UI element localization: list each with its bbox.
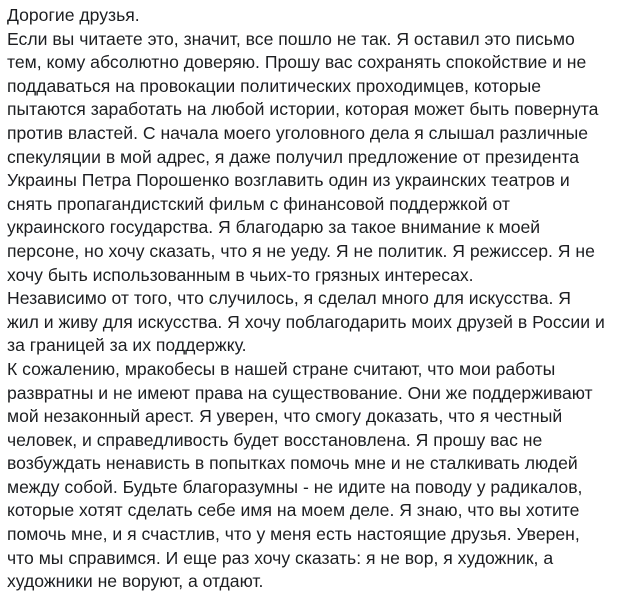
post-line: между собой. Будьте благоразумны - не идите на поводу у радикалов, [7, 476, 583, 497]
post-line: возбуждать ненависть в попытках помочь мне и не сталкивать людей [7, 453, 578, 474]
post-line: Если вы читаете это, значит, все пошло не так. Я оставил это письмо [7, 28, 575, 49]
post-line: Независимо от того, что случилось, я сделал много для искусства. Я [7, 288, 571, 309]
post-line: Украины Петра Порошенко возглавить один из украинских театров и [7, 170, 570, 191]
post-line: персоне, но хочу сказать, что я не уеду. Я не политик. Я режиссер. Я не [7, 240, 595, 261]
post-line: Дорогие друзья. [7, 5, 140, 25]
post-line: хочу быть использованным в чьих-то грязных интересах. [7, 264, 474, 285]
post-line: тем, кому абсолютно доверяю. Прошу вас сохранять спокойствие и не [7, 52, 587, 73]
post-line: украинского государства. Я благодарю за такое внимание к моей [7, 217, 541, 238]
post-text [7, 4, 613, 594]
post-line: против властей. С начала моего уголовного дела я слышал различные [7, 122, 589, 143]
post-line: за границей за их поддержку. [7, 335, 247, 356]
post-line: пытаются заработать на любой истории, которая может быть повернута [7, 99, 599, 120]
post-line: человек, и справедливость будет восстановлена. Я прошу вас не [7, 429, 543, 450]
post-line: художники не воруют, а отдают. [7, 571, 264, 592]
post-line: снять пропагандистский фильм с финансовой поддержкой от [7, 193, 510, 214]
post-line: К сожалению, мракобесы в нашей стране считают, что мои работы [7, 358, 556, 379]
post-line: мой незаконный арест. Я уверен, что смогу доказать, что я честный [7, 406, 563, 427]
post-line: поддаваться на провокации политических проходимцев, которые [7, 75, 542, 96]
post-line: спекуляции в мой адрес, я даже получил предложение от президента [7, 146, 580, 167]
post-line: помочь мне, и я счастлив, что у меня есть настоящие друзья. Уверен, [7, 524, 580, 545]
post-line: развратны и не имеют права на существование. Они же поддерживают [7, 382, 593, 403]
post-line: жил и живу для искусства. Я хочу поблагодарить моих друзей в России и [7, 311, 605, 332]
post-line: что мы справимся. И еще раз хочу сказать: я не вор, я художник, а [7, 547, 554, 568]
post-line: которые хотят сделать себе имя на моем деле. Я знаю, что вы хотите [7, 500, 580, 521]
